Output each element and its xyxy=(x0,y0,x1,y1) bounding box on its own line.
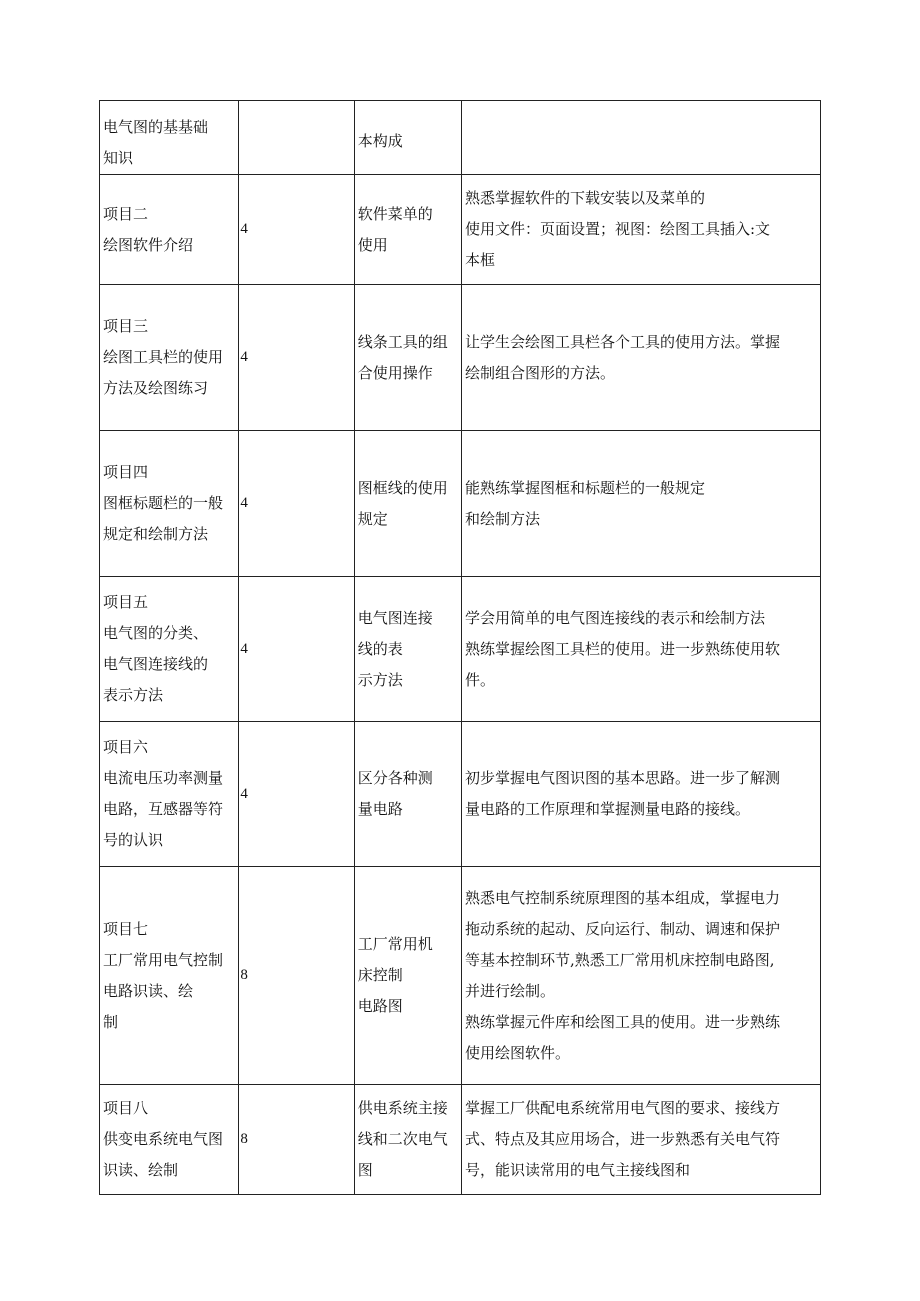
topic-cell xyxy=(354,101,461,175)
goal-text: 熟悉掌握软件的下载安装以及菜单的 使用文件：页面设置；视图：绘图工具插入:文 本框 xyxy=(464,189,771,269)
goal-cell xyxy=(461,722,820,867)
table-row xyxy=(100,722,821,867)
goal-text: 熟悉电气控制系统原理图的基本组成，掌握电力 拖动系统的起动、反向运行、制动、调速和保护 等基本控制环节,熟悉工厂常用机床控制电路图, 并进行绘制。 熟练掌握元件库和绘图工具的使用。进一步熟练 使用绘图软件。 xyxy=(464,888,780,1062)
table-row xyxy=(100,577,821,722)
hours-cell xyxy=(239,175,354,285)
hours-text: 4 xyxy=(240,785,248,802)
goal-text: 掌握工厂供配电系统常用电气图的要求、接线方 式、特点及其应用场合，进一步熟悉有关电气符 号，能识读常用的电气主接线图和 xyxy=(464,1099,780,1179)
project-cell xyxy=(100,285,239,431)
topic-cell xyxy=(354,1085,461,1195)
table-row xyxy=(100,867,821,1085)
goal-cell xyxy=(461,175,820,285)
table-row xyxy=(100,285,821,431)
goal-cell xyxy=(461,285,820,431)
goal-text: 学会用简单的电气图连接线的表示和绘制方法 熟练掌握绘图工具栏的使用。进一步熟练使用软 件。 xyxy=(464,608,780,689)
topic-text: 电气图连接 线的表 示方法 xyxy=(357,608,433,689)
hours-cell xyxy=(239,577,354,722)
topic-cell xyxy=(354,722,461,867)
hours-text: 4 xyxy=(240,495,248,511)
topic-cell xyxy=(354,431,461,577)
project-text: 电气图的基基础 知识 xyxy=(103,117,209,167)
topic-text: 软件菜单的 使用 xyxy=(357,204,433,254)
topic-cell xyxy=(354,285,461,431)
project-text: 项目三 绘图工具栏的使用 方法及绘图练习 xyxy=(103,317,224,397)
topic-text: 供电系统主接 线和二次电气 图 xyxy=(357,1099,448,1179)
topic-text: 图框线的使用 规定 xyxy=(357,478,448,528)
project-text: 项目二 绘图软件介绍 xyxy=(103,204,194,254)
hours-cell xyxy=(239,722,354,867)
hours-text: 4 xyxy=(240,349,248,365)
project-text: 项目八 供变电系统电气图 识读、绘制 xyxy=(103,1099,224,1179)
topic-cell xyxy=(354,867,461,1085)
project-text: 项目五 电气图的分类、 电气图连接线的 表示方法 xyxy=(103,593,209,704)
hours-text: 4 xyxy=(240,221,248,237)
project-cell xyxy=(100,101,239,175)
hours-cell xyxy=(239,431,354,577)
hours-cell xyxy=(239,1085,354,1195)
table-row xyxy=(100,431,821,577)
hours-text: 4 xyxy=(240,640,248,657)
project-cell xyxy=(100,722,239,867)
project-cell xyxy=(100,577,239,722)
table-row xyxy=(100,175,821,285)
hours-cell xyxy=(239,285,354,431)
project-text: 项目六 电流电压功率测量 电路，互感器等符 号的认识 xyxy=(103,738,224,849)
goal-text: 能熟练掌握图框和标题栏的一般规定 和绘制方法 xyxy=(464,478,705,528)
project-cell xyxy=(100,175,239,285)
goal-text: 初步掌握电气图识图的基本思路。进一步了解测 量电路的工作原理和掌握测量电路的接线。 xyxy=(464,769,780,818)
goal-cell xyxy=(461,101,820,175)
topic-cell xyxy=(354,175,461,285)
project-text: 项目七 工厂常用电气控制 电路识读、绘 制 xyxy=(103,919,224,1031)
project-cell xyxy=(100,431,239,577)
project-text: 项目四 图框标题栏的一般 规定和绘制方法 xyxy=(103,463,224,543)
hours-cell xyxy=(239,867,354,1085)
project-cell xyxy=(100,867,239,1085)
goal-cell xyxy=(461,1085,820,1195)
table-row xyxy=(100,101,821,175)
project-cell xyxy=(100,1085,239,1195)
goal-cell xyxy=(461,431,820,577)
course-table xyxy=(99,100,821,1195)
goal-cell xyxy=(461,577,820,722)
topic-text: 线条工具的组 合使用操作 xyxy=(357,332,448,382)
goal-text: 让学生会绘图工具栏各个工具的使用方法。掌握 绘制组合图形的方法。 xyxy=(464,332,780,382)
hours-text: 8 xyxy=(240,967,248,983)
table-row xyxy=(100,1085,821,1195)
topic-text: 工厂常用机 床控制 电路图 xyxy=(357,935,433,1015)
topic-text: 本构成 xyxy=(357,132,403,150)
topic-text: 区分各种测 量电路 xyxy=(357,769,433,818)
goal-cell xyxy=(461,867,820,1085)
hours-text: 8 xyxy=(240,1131,248,1147)
hours-cell xyxy=(239,101,354,175)
topic-cell xyxy=(354,577,461,722)
